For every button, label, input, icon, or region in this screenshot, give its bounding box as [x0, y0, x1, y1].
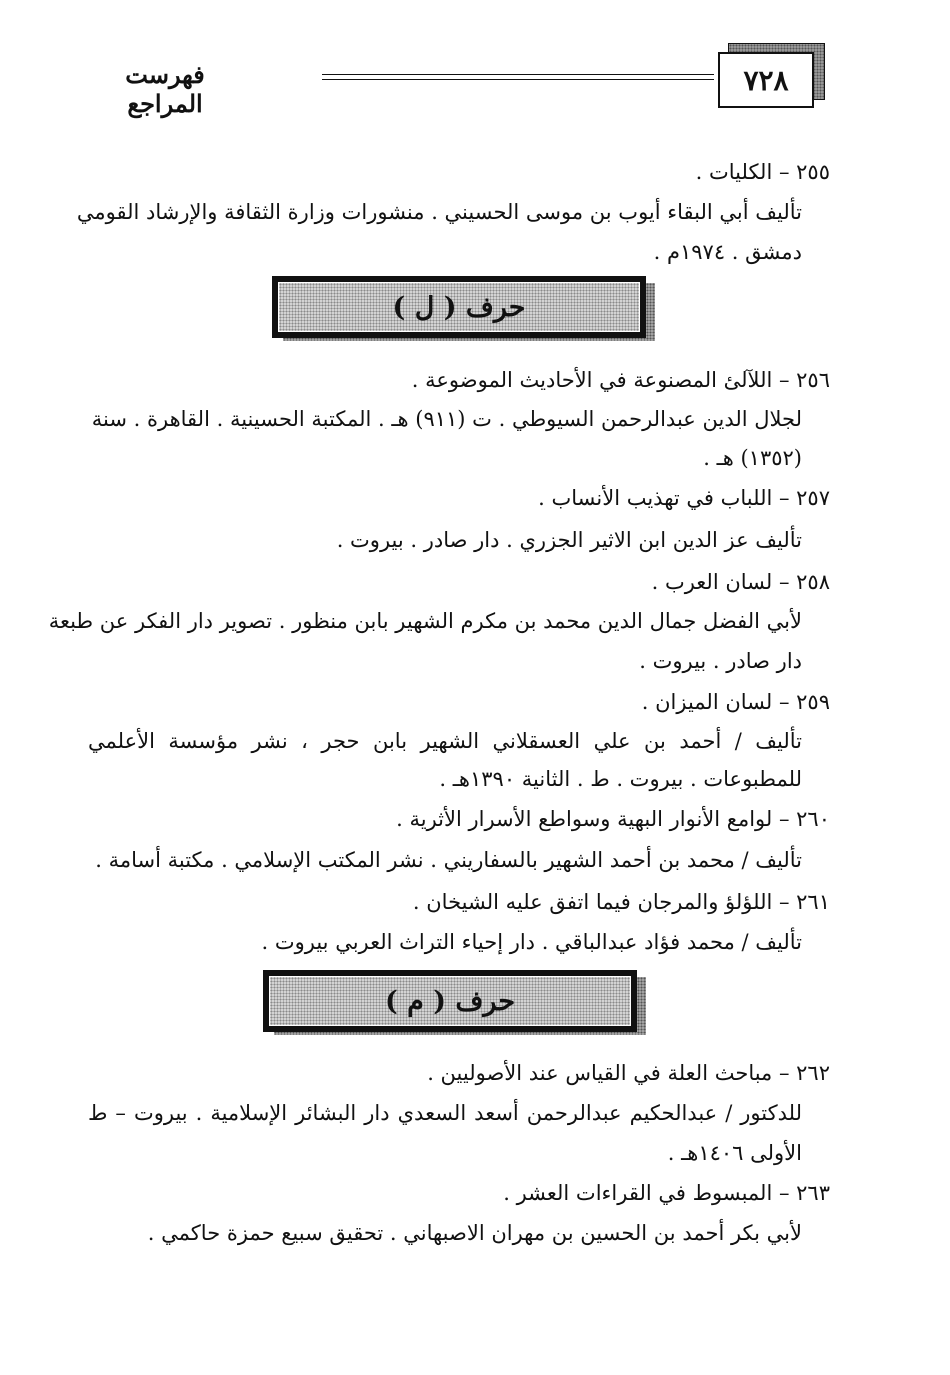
entry-line: للدكتور / عبدالحكيم عبدالرحمن أسعد السعدي دار البشائر الإسلامية . بيروت – ط: [88, 1101, 802, 1125]
entry-title: ٢٥٩ – لسان الميزان .: [641, 690, 830, 714]
entry-line: الأولى ١٤٠٦هـ .: [667, 1141, 802, 1165]
running-header-title: فهرست المراجع: [125, 60, 205, 118]
entry-line: للمطبوعات . بيروت . ط . الثانية ١٣٩٠هـ .: [439, 767, 802, 791]
entry-line: لأبي الفضل جمال الدين محمد بن مكرم الشهير بابن منظور . تصوير دار الفكر عن طبعة: [48, 609, 802, 633]
section-banner-lam: [272, 276, 646, 338]
entry-title: ٢٥٥ – الكليات .: [695, 160, 830, 184]
section-banner-mim: [263, 970, 637, 1032]
entry-title: ٢٦٣ – المبسوط في القراءات العشر .: [503, 1181, 830, 1205]
entry-line: تأليف عز الدين ابن الاثير الجزري . دار صادر . بيروت .: [336, 528, 802, 552]
entry-title: ٢٥٨ – لسان العرب .: [651, 570, 830, 594]
entry-title: ٢٦١ – اللؤلؤ والمرجان فيما اتفق عليه الشيخان .: [412, 890, 830, 914]
entry-title: ٢٦٠ – لوامع الأنوار البهية وسواطع الأسرار الأثرية .: [396, 807, 830, 831]
header-rule: [322, 74, 714, 80]
entry-line: تأليف أبي البقاء أيوب بن موسى الحسيني . منشورات وزارة الثقافة والإرشاد القومي: [76, 200, 802, 224]
section-heading: حرف ( ل ): [392, 291, 526, 323]
page-number: ٧٢٨: [718, 52, 814, 108]
entry-title: ٢٥٦ – اللآلئ المصنوعة في الأحاديث الموضوعة .: [411, 368, 830, 392]
section-heading: حرف ( م ): [384, 985, 516, 1017]
entry-line: تأليف / محمد بن أحمد الشهير بالسفاريني . نشر المكتب الإسلامي . مكتبة أسامة .: [95, 848, 802, 872]
entry-line: تأليف / أحمد بن علي العسقلاني الشهير بابن حجر ، نشر مؤسسة الأعلمي: [88, 729, 802, 753]
entry-line: دار صادر . بيروت .: [639, 649, 802, 673]
entry-line: لأبي بكر أحمد بن الحسين بن مهران الاصبهاني . تحقيق سبيع حمزة حاكمي .: [147, 1221, 802, 1245]
entry-line: تأليف / محمد فؤاد عبدالباقي . دار إحياء التراث العربي بيروت .: [261, 930, 802, 954]
entry-line: لجلال الدين عبدالرحمن السيوطي . ت (٩١١) هـ . المكتبة الحسينية . القاهرة . سنة: [91, 407, 802, 431]
entry-title: ٢٦٢ – مباحث العلة في القياس عند الأصوليين .: [427, 1061, 830, 1085]
entry-title: ٢٥٧ – اللباب في تهذيب الأنساب .: [538, 486, 830, 510]
entry-line: دمشق . ١٩٧٤م .: [653, 240, 802, 264]
entry-line: (١٣٥٢) هـ .: [703, 446, 802, 470]
